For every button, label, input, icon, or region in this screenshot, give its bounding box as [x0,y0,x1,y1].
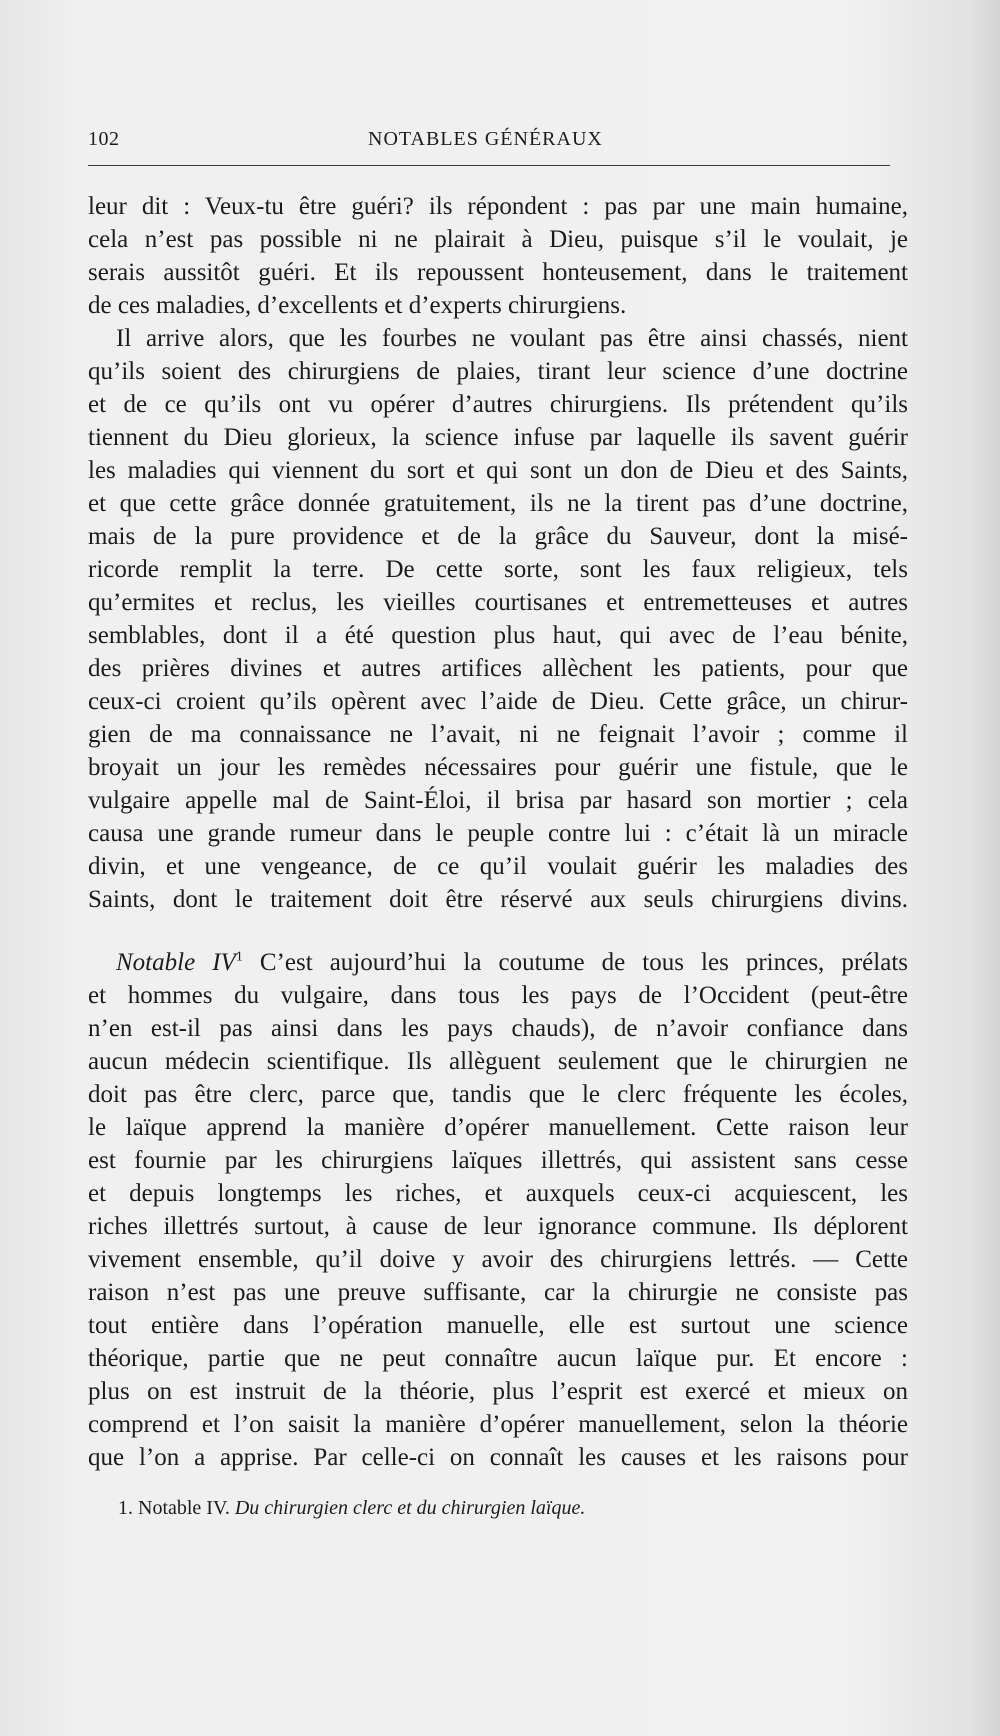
text-line: divin, et une vengeance, de ce qu’il voulait guérir les maladies des [88,853,908,880]
text-line: leur dit : Veux-tu être guéri? ils répondent : pas par une main humaine, [88,193,908,220]
footnote [118,1497,585,1520]
text-line: riches illettrés surtout, à cause de leur ignorance commune. Ils déplorent [88,1213,908,1240]
text-line: et hommes du vulgaire, dans tous les pays de l’Occident (peut-être [88,982,908,1009]
text-line: mais de la pure providence et de la grâce du Sauveur, dont la misé- [88,523,908,550]
text-line: théorique, partie que ne peut connaître aucun laïque pur. Et encore : [88,1345,908,1372]
page-number: 102 [88,128,120,150]
paragraph-3 [88,946,908,1474]
text-line: tout entière dans l’opération manuelle, elle est surtout une science [88,1312,908,1339]
text-line: qu’ermites et reclus, les vieilles courtisanes et entremetteuses et autres [88,589,908,616]
text-line: le laïque apprend la manière d’opérer manuellement. Cette raison leur [88,1114,908,1141]
running-title: NOTABLES GÉNÉRAUX [368,128,603,150]
paragraph-1 [88,190,908,322]
running-head [88,128,890,158]
text-line: les maladies qui viennent du sort et qui sont un don de Dieu et des Saints, [88,457,908,484]
text-line: semblables, dont il a été question plus haut, qui avec de l’eau bénite, [88,622,908,649]
text-line: doit pas être clerc, parce que, tandis que le clerc fréquente les écoles, [88,1081,908,1108]
notable-heading: Notable IV [116,949,236,976]
text-line: ceux-ci croient qu’ils opèrent avec l’aide de Dieu. Cette grâce, un chirur- [88,688,908,715]
text-line: est fournie par les chirurgiens laïques illettrés, qui assistent sans cesse [88,1147,908,1174]
text-line: vulgaire appelle mal de Saint-Éloi, il brisa par hasard son mortier ; cela [88,787,908,814]
text-line: que l’on a apprise. Par celle-ci on connaît les causes et les raisons pour [88,1444,908,1471]
text-line: raison n’est pas une preuve suffisante, car la chirurgie ne consiste pas [88,1279,908,1306]
footnote-number: 1. [118,1497,133,1519]
text-line: Saints, dont le traitement doit être réservé aux seuls chirurgiens divins. [88,886,908,913]
text-line: ricorde remplit la terre. De cette sorte, sont les faux religieux, tels [88,556,908,583]
text-line: gien de ma connaissance ne l’avait, ni ne feignait l’avoir ; comme il [88,721,908,748]
text-line: tiennent du Dieu glorieux, la science infuse par laquelle ils savent guérir [88,424,908,451]
footnote-label: Notable IV. [138,1497,230,1519]
text-line: comprend et l’on saisit la manière d’opérer manuellement, selon la théorie [88,1411,908,1438]
text-line: plus on est instruit de la théorie, plus l’esprit est exercé et mieux on [88,1378,908,1405]
text-line: de ces maladies, d’excellents et d’experts chirurgiens. [88,292,627,319]
text-run: C’est aujourd’hui la coutume de tous les princes, prélats [242,949,908,976]
text-line: Il arrive alors, que les fourbes ne voulant pas être ainsi chassés, nient [116,325,908,352]
footnote-text: Du chirurgien clerc et du chirurgien laïque. [234,1497,586,1519]
text-line: broyait un jour les remèdes nécessaires pour guérir une fistule, que le [88,754,908,781]
text-line: aucun médecin scientifique. Ils allèguent seulement que le chirurgien ne [88,1048,908,1075]
text-line [88,946,908,979]
footnote-reference: 1 [235,949,243,965]
paragraph-2 [88,322,908,916]
section-gap [88,916,908,946]
text-line: serais aussitôt guéri. Et ils repoussent honteusement, dans le traitement [88,259,908,286]
text-line: et depuis longtemps les riches, et auxquels ceux-ci acquiescent, les [88,1180,908,1207]
header-rule [88,165,890,166]
text-line: des prières divines et autres artifices allèchent les patients, pour que [88,655,908,682]
text-line: qu’ils soient des chirurgiens de plaies, tirant leur science d’une doctrine [88,358,908,385]
text-line: causa une grande rumeur dans le peuple contre lui : c’était là un miracle [88,820,908,847]
text-line: et que cette grâce donnée gratuitement, ils ne la tirent pas d’une doctrine, [88,490,908,517]
text-line: cela n’est pas possible ni ne plairait à Dieu, puisque s’il le voulait, je [88,226,908,253]
text-line: et de ce qu’ils ont vu opérer d’autres chirurgiens. Ils prétendent qu’ils [88,391,908,418]
body-text [88,190,908,1474]
text-line: n’en est-il pas ainsi dans les pays chauds), de n’avoir confiance dans [88,1015,908,1042]
text-line: vivement ensemble, qu’il doive y avoir des chirurgiens lettrés. — Cette [88,1246,908,1273]
